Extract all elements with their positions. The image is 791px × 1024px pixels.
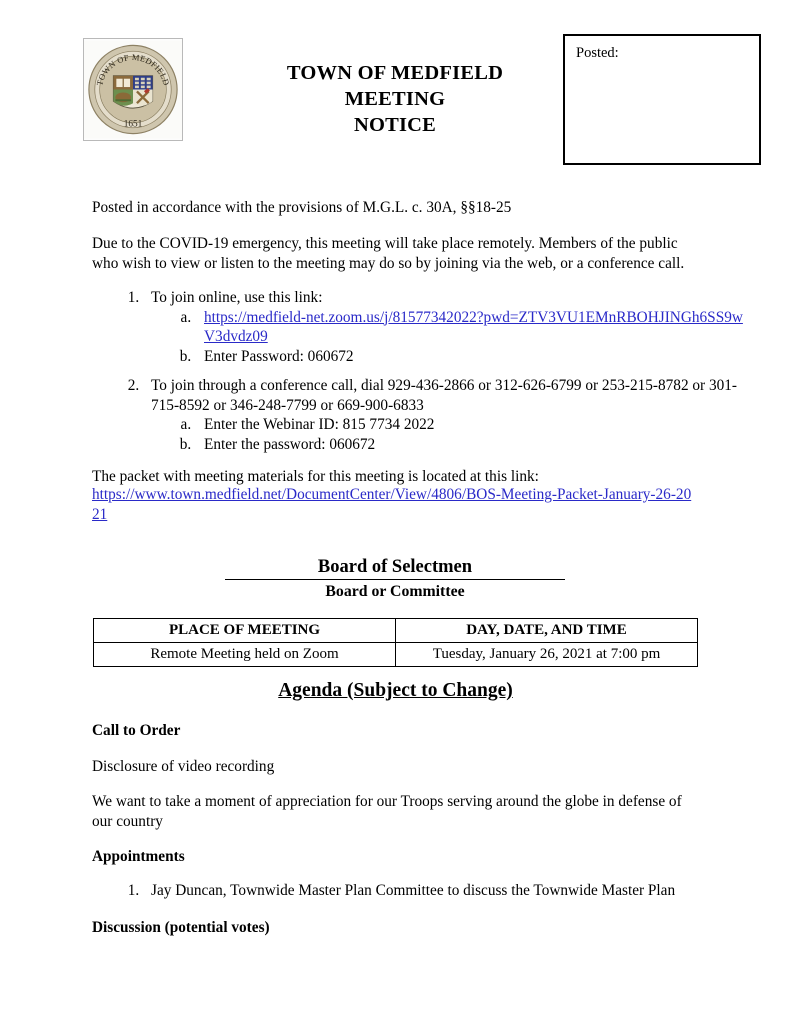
join-online-sublist [151,308,743,367]
join-online-list [115,288,743,366]
column-header-datetime: DAY, DATE, AND TIME [396,619,698,643]
cell-datetime: Tuesday, January 26, 2021 at 7:00 pm [396,643,698,667]
board-caption: Board or Committee [325,583,465,600]
page-title [215,60,575,138]
join-phone-list [115,376,743,454]
join-phone-intro: To join through a conference call, dial 929-436-2866 or 312-626-6799 or 253-215-8782 or 301-715-8592 or 346-248-7799 or 669-900-6833 [151,377,738,414]
phone-password-text: Enter the password: 060672 [204,435,376,453]
title-line-2: MEETING [344,88,446,110]
title-line-1: TOWN OF MEDFIELD [286,62,504,84]
join-phone-sublist [151,415,743,454]
posted-stamp-box [563,34,761,165]
join-online-intro: To join online, use this link: [151,289,323,306]
packet-intro-paragraph: The packet with meeting materials for this meeting is located at this link: [92,468,539,485]
agenda-heading [0,679,791,703]
list-item [143,881,743,901]
disclosure-paragraph: Disclosure of video recording [92,758,275,775]
troops-appreciation-paragraph: We want to take a moment of appreciation for our Troops serving around the globe in defense of our country [92,793,682,830]
svg-text:TOWN OF MEDFIELD: TOWN OF MEDFIELD [94,51,172,87]
posted-label: Posted: [576,45,619,61]
board-heading [225,556,565,602]
list-item [195,435,743,455]
packet-link-wrapper [92,485,692,524]
statute-paragraph: Posted in accordance with the provisions of M.G.L. c. 30A, §§18-25 [92,199,512,216]
list-item [143,376,743,454]
zoom-password-text: Enter Password: 060672 [204,347,354,365]
list-item [195,347,743,367]
list-item [195,308,743,347]
webinar-id-text: Enter the Webinar ID: 815 7734 2022 [204,416,435,433]
appointments-list [115,881,743,901]
covid-notice-paragraph: Due to the COVID-19 emergency, this meeting will take place remotely. Members of the public who wish to view or listen to the meeting may do so by joining via the web, or a conference call. [92,235,685,272]
title-line-3: NOTICE [353,114,437,136]
section-heading-discussion: Discussion (potential votes) [92,919,270,936]
cell-place: Remote Meeting held on Zoom [94,643,396,667]
table-row [94,643,698,667]
section-heading-call-to-order: Call to Order [92,722,181,739]
agenda-heading-text: Agenda (Subject to Change) [278,680,513,701]
town-seal [83,38,183,141]
column-header-place: PLACE OF MEETING [94,619,396,643]
list-item [143,288,743,366]
document-header [0,0,791,155]
table-header-row [94,619,698,643]
board-name: Board of Selectmen [225,556,565,580]
appointment-item-text: Jay Duncan, Townwide Master Plan Committee to discuss the Townwide Master Plan [151,882,676,899]
town-seal-icon [84,39,182,140]
meeting-packet-link[interactable]: https://www.town.medfield.net/DocumentCenter/View/4806/BOS-Meeting-Packet-January-26-2021 [92,486,692,523]
section-heading-appointments: Appointments [92,848,185,865]
svg-text:1651: 1651 [123,119,143,130]
list-item [195,415,743,435]
meeting-details-table [93,618,698,667]
zoom-meeting-link[interactable]: https://medfield-net.zoom.us/j/81577342022?pwd=ZTV3VU1EMnRBOHJINGh6SS9wV3dvdz09 [204,308,743,345]
